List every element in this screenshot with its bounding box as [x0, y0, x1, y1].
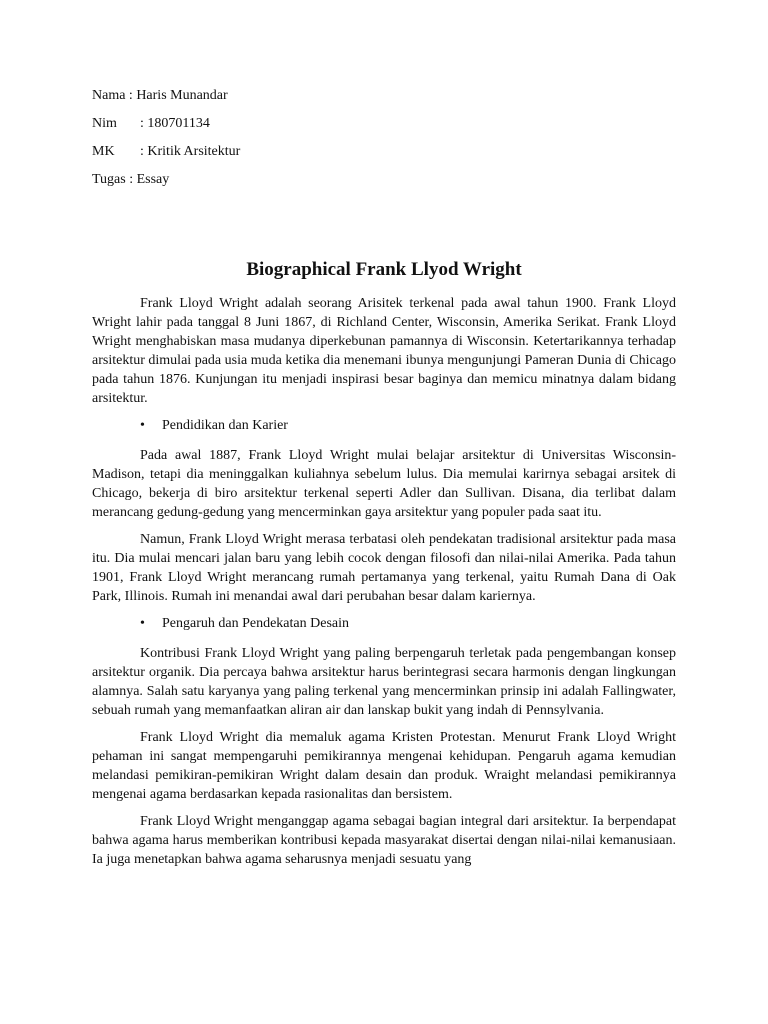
student-nim	[92, 114, 676, 134]
section-heading-pengaruh	[92, 614, 676, 633]
course-label: MK	[92, 144, 115, 159]
bullet-icon: •	[140, 616, 145, 631]
course-value: : Kritik Arsitektur	[140, 144, 241, 159]
course	[92, 142, 676, 162]
bullet-icon: •	[140, 418, 145, 433]
section-heading-text: Pengaruh dan Pendekatan Desain	[162, 616, 349, 631]
section-heading-text: Pendidikan dan Karier	[162, 418, 288, 433]
paragraph: Namun, Frank Lloyd Wright merasa terbatasi oleh pendekatan tradisional arsitektur pada masa itu. Dia mulai mencari jalan baru yang lebih cocok dengan filosofi dan nilai-nilai Amerika. Pada tahun 1901, Frank Lloyd Wright merancang rumah pertamanya yang terkenal, yaitu Rumah Dana di Oak Park, Illinois. Rumah ini menandai awal dari perubahan besar dalam kariernya.	[92, 532, 676, 604]
student-name-text: Nama : Haris Munandar	[92, 88, 228, 103]
student-name	[92, 86, 676, 106]
document-title: Biographical Frank Llyod Wright	[246, 259, 522, 280]
nim-label: Nim	[92, 116, 117, 131]
nim-value: : 180701134	[140, 116, 210, 131]
paragraph: Frank Lloyd Wright dia memaluk agama Kristen Protestan. Menurut Frank Lloyd Wright pehaman ini sangat mempengaruhi pemikirannya mengenai kehidupan. Pengaruh agama kemudian melandasi pemikiran-pemikiran Wright dalam desain dan produk. Wraight melandasi pemikirannya mengenai agama berdasarkan kepada rasionalitas dan bersistem.	[92, 730, 676, 802]
section-heading-pendidikan	[92, 416, 676, 435]
assignment	[92, 170, 676, 190]
document-content	[92, 86, 676, 877]
assignment-text: Tugas : Essay	[92, 172, 170, 187]
intro-paragraph: Frank Lloyd Wright adalah seorang Arisitek terkenal pada awal tahun 1900. Frank Lloyd Wright lahir pada tanggal 8 Juni 1867, di Richland Center, Wisconsin, Amerika Serikat. Frank Lloyd Wright menghabiskan masa mudanya diperkebunan pamannya di Wisconsin. Ketertarikannya terhadap arsitektur dimulai pada usia muda ketika dia menemani ibunya mengunjungi Pameran Dunia di Chicago pada tahun 1876. Kunjungan itu menjadi inspirasi besar baginya dan memicu minatnya dalam bidang arsitektur.	[92, 296, 676, 406]
paragraph: Kontribusi Frank Lloyd Wright yang paling berpengaruh terletak pada pengembangan konsep arsitektur organik. Dia percaya bahwa arsitektur harus berintegrasi secara harmonis dengan lingkungan alamnya. Salah satu karyanya yang paling terkenal yang mencerminkan prinsip ini adalah Fallingwater, sebuah rumah yang memanfaatkan aliran air dan lanskap bukit yang indah di Pennsylvania.	[92, 646, 676, 718]
paragraph: Frank Lloyd Wright menganggap agama sebagai bagian integral dari arsitektur. Ia berpendapat bahwa agama harus memberikan kontribusi kepada masyarakat disertai dengan nilai-nilai kemanusiaan. Ia juga menetapkan bahwa agama seharusnya menjadi sesuatu yang	[92, 814, 676, 867]
paragraph: Pada awal 1887, Frank Lloyd Wright mulai belajar arsitektur di Universitas Wisconsin-Madison, tetapi dia meninggalkan kuliahnya sebelum lulus. Dia memulai karirnya sebagai arsitek di Chicago, bekerja di biro arsitektur terkenal seperti Adler dan Sullivan. Disana, dia terlibat dalam merancang gedung-gedung yang mencerminkan gaya arsitektur yang populer pada saat itu.	[92, 448, 676, 520]
